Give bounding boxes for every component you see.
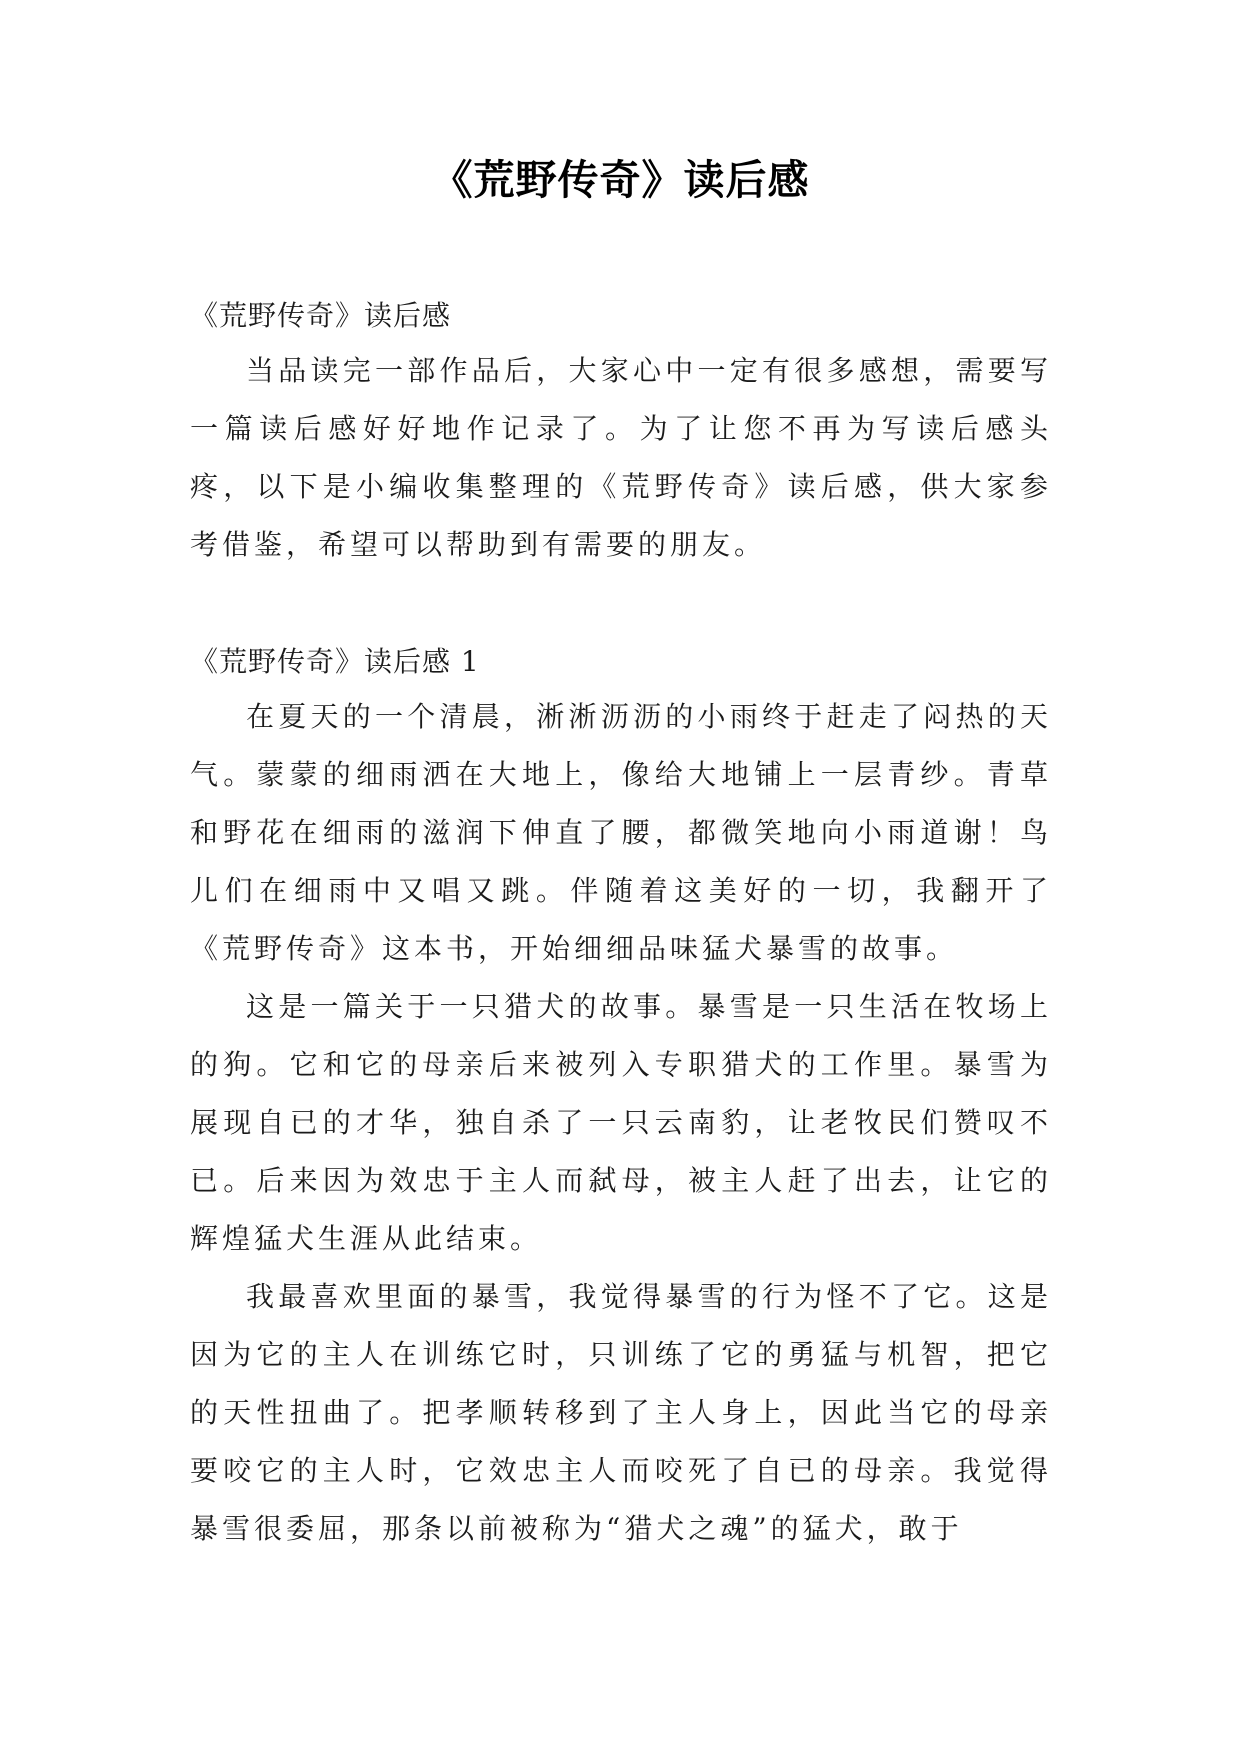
document-title: 《荒野传奇》读后感 xyxy=(431,156,810,204)
body-paragraph: 这是一篇关于一只猎犬的故事。暴雪是一只生活在牧场上的狗。它和它的母亲后来被列入专职猎犬的工作里。暴雪为展现自已的才华，独自杀了一只云南豹，让老牧民们赞叹不已。后来因为效忠于主人而弑母，被主人赶了出去，让它的辉煌猛犬生涯从此结束。 xyxy=(190,990,1052,1255)
section-heading: 《荒野传奇》读后感 1 xyxy=(190,645,480,678)
intro-section xyxy=(190,342,1052,574)
section-body xyxy=(190,688,1052,1558)
body-paragraph: 我最喜欢里面的暴雪，我觉得暴雪的行为怪不了它。这是因为它的主人在训练它时，只训练了它的勇猛与机智，把它的天性扭曲了。把孝顺转移到了主人身上，因此当它的母亲要咬它的主人时，它效忠主人而咬死了自已的母亲。我觉得暴雪很委屈，那条以前被称为“猎犬之魂”的猛犬，敢于 xyxy=(190,1280,1052,1545)
intro-paragraph: 当品读完一部作品后，大家心中一定有很多感想，需要写一篇读后感好好地作记录了。为了让您不再为写读后感头疼，以下是小编收集整理的《荒野传奇》读后感，供大家参考借鉴，希望可以帮助到有需要的朋友。 xyxy=(190,354,1052,561)
intro-heading: 《荒野传奇》读后感 xyxy=(190,299,452,332)
body-paragraph: 在夏天的一个清晨，淅淅沥沥的小雨终于赶走了闷热的天气。蒙蒙的细雨洒在大地上，像给大地铺上一层青纱。青草和野花在细雨的滋润下伸直了腰，都微笑地向小雨道谢！鸟儿们在细雨中又唱又跳。伴随着这美好的一切，我翻开了《荒野传奇》这本书，开始细细品味猛犬暴雪的故事。 xyxy=(190,700,1052,965)
